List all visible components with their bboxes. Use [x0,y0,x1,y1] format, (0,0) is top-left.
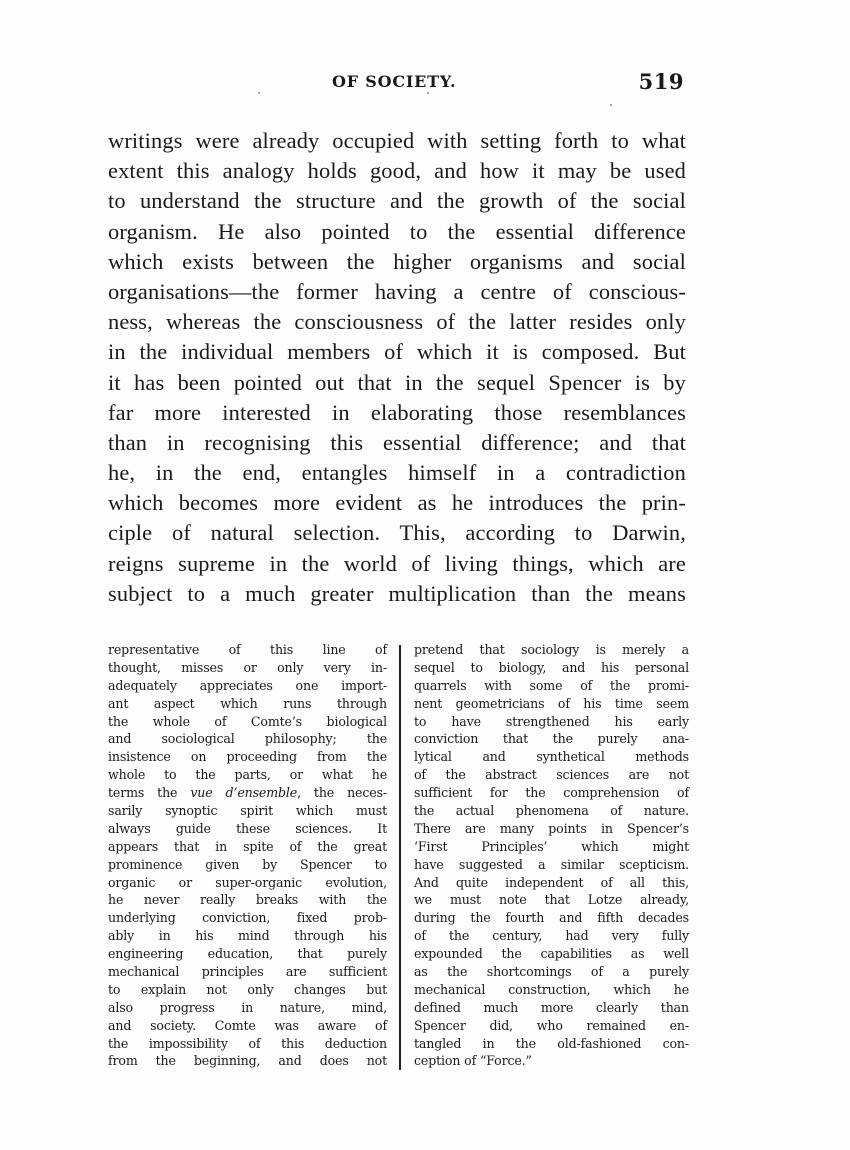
footnote-line: mechanical principles are sufficient [108,964,387,980]
body-line: which becomes more evident as he introduces the prin- [108,490,686,516]
footnote-line: underlying conviction, fixed prob- [108,910,387,926]
footnote-line: the impossibility of this deduction [108,1035,387,1051]
footnote-line: pretend that sociology is merely a [414,642,689,657]
footnote-line: of the century, had very fully [414,928,689,944]
footnote-line: and society. Comte was aware of [108,1017,387,1033]
footnote-line: adequately appreciates one import- [108,677,387,693]
footnote-line: always guide these sciences. It [108,820,387,836]
footnote-line: to have strengthened his early [414,713,689,729]
footnote-column-left [108,641,387,1070]
footnote-line: And quite independent of all this, [414,874,689,890]
footnote-line: defined much more clearly than [414,999,689,1015]
footnote-line: sufficient for the comprehension of [414,785,689,801]
footnote-line: also progress in nature, mind, [108,999,387,1015]
footnote-line: to explain not only changes but [108,981,387,997]
scan-speck [610,104,612,106]
footnote-line: conviction that the purely ana- [414,731,689,747]
footnotes [108,641,688,1071]
column-divider [399,645,401,1070]
footnote-line: ably in his mind through his [108,928,387,944]
footnote-line: engineering education, that purely [108,946,387,962]
footnote-line: prominence given by Spencer to [108,856,387,872]
body-line: writings were already occupied with setting forth to what [108,128,686,153]
body-line: extent this analogy holds good, and how it may be used [108,158,686,184]
footnote-line: thought, misses or only very in- [108,659,387,675]
main-body-text [108,126,686,609]
footnote-line: ception of “Force.” [414,1053,532,1069]
body-line: organisations—the former having a centre of conscious- [108,278,686,304]
body-line: reigns supreme in the world of living things, which are [108,550,686,576]
footnote-line: we must note that Lotze already, [414,892,689,908]
footnote-line: ‘First Principles’ which might [414,838,689,854]
body-line: which exists between the higher organisms and social [108,248,686,274]
body-line: ciple of natural selection. This, according to Darwin, [108,520,686,546]
body-line: in the individual members of which it is composed. But [108,339,686,365]
footnote-line: organic or super-organic evolution, [108,874,387,890]
footnote-text: terms the [108,785,191,801]
footnote-line: the whole of Comte’s biological [108,713,387,729]
footnote-line: lytical and synthetical methods [414,749,689,765]
footnote-line: he never really breaks with the [108,892,387,908]
footnote-line: and sociological philosophy; the [108,731,387,747]
scan-speck [427,92,429,94]
italic-phrase: vue d’ensemble [190,785,298,801]
body-line: ness, whereas the consciousness of the latter resides only [108,309,686,335]
footnote-line: representative of this line of [108,642,387,657]
page-number: 519 [638,69,684,94]
footnote-line: expounded the capabilities as well [414,946,689,962]
footnote-line: quarrels with some of the promi- [414,677,689,693]
footnote-line: whole to the parts, or what he [108,767,387,783]
footnote-text: , the neces- [297,785,387,801]
footnote-line: nent geometricians of his time seem [414,695,689,711]
footnote-line: during the fourth and fifth decades [414,910,689,926]
footnote-line: There are many points in Spencer’s [414,820,689,836]
body-line: than in recognising this essential difference; and that [108,429,686,455]
footnote-line: from the beginning, and does not [108,1053,387,1069]
footnote-line: the actual phenomena of nature. [414,803,689,819]
footnote-line: tangled in the old-fashioned con- [414,1035,689,1051]
body-line: he, in the end, entangles himself in a contradiction [108,460,686,486]
running-title: OF SOCIETY. [332,72,457,91]
footnote-line: of the abstract sciences are not [414,767,689,783]
body-line: to understand the structure and the growth of the social [108,188,686,214]
body-line: far more interested in elaborating those resemblances [108,399,686,425]
footnote-column-right [414,641,689,1070]
footnote-line: sequel to biology, and his personal [414,659,689,675]
footnote-line-with-italic [108,784,387,802]
footnote-line: as the shortcomings of a purely [414,964,689,980]
body-line: it has been pointed out that in the sequel Spencer is by [108,369,686,395]
body-line: organism. He also pointed to the essential difference [108,218,686,244]
footnote-line: sarily synoptic spirit which must [108,803,387,819]
footnote-line: ant aspect which runs through [108,695,387,711]
footnote-line: mechanical construction, which he [414,981,689,997]
body-line: subject to a much greater multiplication than the means [108,580,686,606]
footnote-line: insistence on proceeding from the [108,749,387,765]
footnote-line: have suggested a similar scepticism. [414,856,689,872]
footnote-line: Spencer did, who remained en- [414,1017,689,1033]
scan-speck [258,92,260,94]
running-head [108,69,684,102]
footnote-line: appears that in spite of the great [108,838,387,854]
